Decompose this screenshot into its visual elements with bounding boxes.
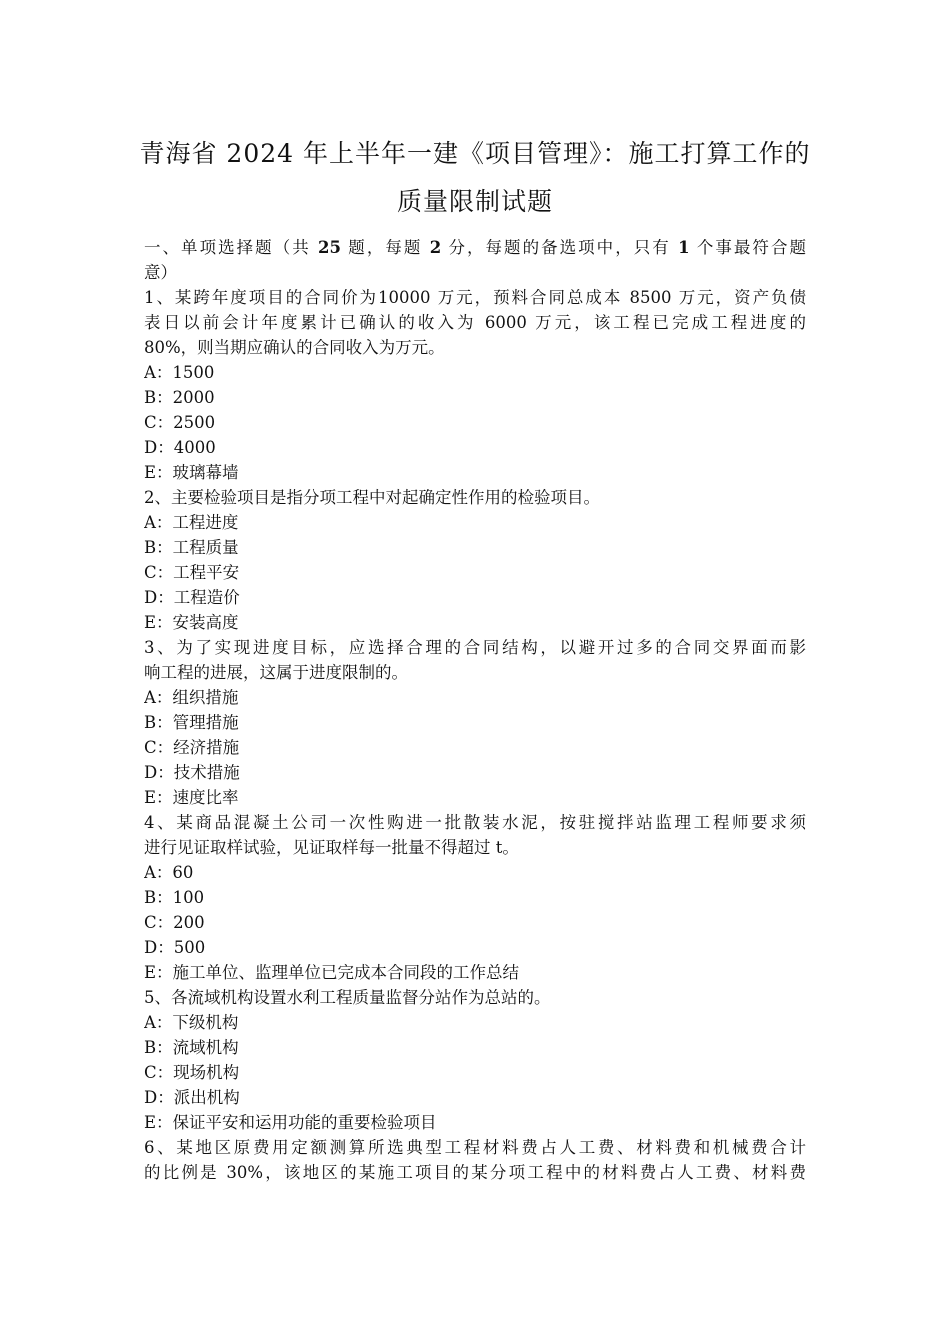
question-6-stem: 6、某地区原费用定额测算所选典型工程材料费占人工费、材料费和机械费合计 — [144, 1138, 806, 1157]
question-count: 25 — [318, 238, 342, 257]
question-1-option-a: A：1500 — [144, 363, 215, 382]
question-4-option-a: A：60 — [144, 863, 194, 882]
question-2-option-b: B：工程质量 — [144, 538, 239, 557]
section-heading-cont: 意） — [144, 263, 177, 282]
question-2-option-d: D：工程造价 — [144, 588, 240, 607]
document-title-line-1: 青海省 2024 年上半年一建《项目管理》：施工打算工作的 — [139, 139, 811, 168]
question-3-stem: 3、为了实现进度目标，应选择合理的合同结构，以避开过多的合同交界面而影 — [144, 638, 806, 657]
question-4-stem: 4、某商品混凝土公司一次性购进一批散装水泥，按驻搅拌站监理工程师要求须 — [144, 813, 806, 832]
question-3-stem: 响工程的进展，这属于进度限制的。 — [144, 663, 408, 682]
answer-count: 1 — [678, 238, 690, 257]
question-2-option-e: E：安装高度 — [144, 613, 239, 632]
question-5-option-c: C：现场机构 — [144, 1063, 240, 1082]
question-5-stem: 5、各流域机构设置水利工程质量监督分站作为总站的。 — [144, 988, 551, 1007]
question-5-option-a: A：下级机构 — [144, 1013, 239, 1032]
question-3-option-e: E：速度比率 — [144, 788, 239, 807]
question-1-stem: 表日以前会计年度累计已确认的收入为 6000 万元，该工程已完成工程进度的 — [144, 313, 806, 332]
question-1-option-c: C：2500 — [144, 413, 216, 432]
question-1-option-e: E：玻璃幕墙 — [144, 463, 239, 482]
question-4-option-b: B：100 — [144, 888, 205, 907]
question-5-option-e: E：保证平安和运用功能的重要检验项目 — [144, 1113, 437, 1132]
question-6-stem: 的比例是 30%，该地区的某施工项目的某分项工程中的材料费占人工费、材料费 — [144, 1163, 806, 1182]
question-4-option-e: E：施工单位、监理单位已完成本合同段的工作总结 — [144, 963, 520, 982]
question-5-option-d: D：派出机构 — [144, 1088, 240, 1107]
question-1-stem: 1、某跨年度项目的合同价为10000 万元，预料合同总成本 8500 万元，资产负债 — [144, 288, 806, 307]
question-3-option-d: D：技术措施 — [144, 763, 240, 782]
question-1-option-b: B：2000 — [144, 388, 215, 407]
section-heading: 一、单项选择题（共 25 题，每题 2 分，每题的备选项中，只有 1 个事最符合题 — [144, 238, 806, 257]
question-4-option-d: D：500 — [144, 938, 206, 957]
question-1-option-d: D：4000 — [144, 438, 216, 457]
question-4-option-c: C：200 — [144, 913, 205, 932]
question-4-stem: 进行见证取样试验，见证取样每一批量不得超过 t。 — [144, 838, 519, 857]
document-body — [144, 235, 806, 1185]
question-2-option-a: A：工程进度 — [144, 513, 239, 532]
question-3-option-c: C：经济措施 — [144, 738, 240, 757]
question-1-stem: 80%，则当期应确认的合同收入为万元。 — [144, 338, 445, 357]
question-5-option-b: B：流域机构 — [144, 1038, 239, 1057]
question-2-option-c: C：工程平安 — [144, 563, 240, 582]
question-3-option-a: A：组织措施 — [144, 688, 239, 707]
question-score: 2 — [429, 238, 442, 257]
document-title-line-2: 质量限制试题 — [396, 187, 553, 216]
question-2-stem: 2、主要检验项目是指分项工程中对起确定性作用的检验项目。 — [144, 488, 600, 507]
question-3-option-b: B：管理措施 — [144, 713, 239, 732]
